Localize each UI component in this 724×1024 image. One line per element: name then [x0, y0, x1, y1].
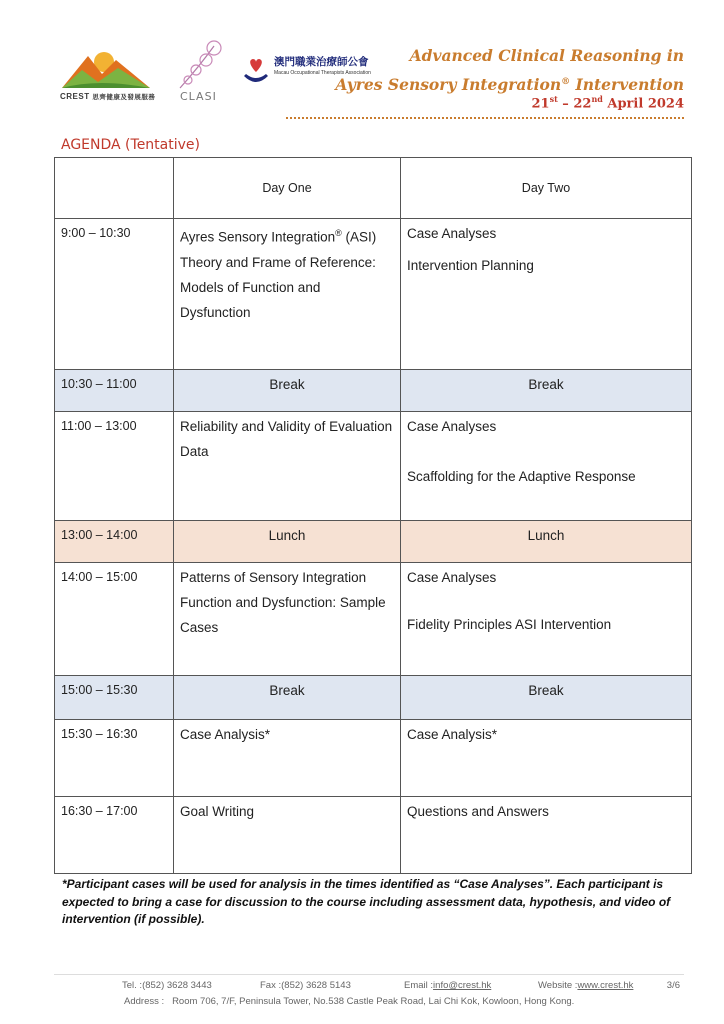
table-row-break — [55, 370, 692, 412]
footer-address: Address : Room 706, 7/F, Peninsula Tower, No.538 Castle Peak Road, Lai Chi Kok, Kowloon, Hong Kong. — [124, 996, 575, 1007]
email-link[interactable]: info@crest.hk — [433, 980, 492, 991]
clasi-logo — [170, 38, 230, 108]
day-one-cell: Ayres Sensory Integration® (ASI) Theory and Frame of Reference: Models of Function and Dysfunction — [174, 219, 401, 370]
time-cell: 16:30 – 17:00 — [55, 797, 174, 874]
flower-logo-icon — [170, 38, 230, 92]
day-one-cell: Case Analysis* — [174, 720, 401, 797]
mota-subtitle: Macau Occupational Therapists Association — [274, 70, 371, 76]
column-header-day-two: Day Two — [401, 158, 692, 219]
day-two-cell: Case Analyses Fidelity Principles ASI Intervention — [401, 563, 692, 676]
course-title-line2: Ayres Sensory Integration® Intervention — [335, 75, 684, 95]
table-row — [55, 219, 692, 370]
footer-contact — [122, 980, 633, 991]
course-date: 21st – 22nd April 2024 — [531, 94, 684, 112]
footer-email: Email :info@crest.hk — [404, 980, 492, 991]
day-two-cell: Lunch — [401, 521, 692, 563]
day-two-cell: Questions and Answers — [401, 797, 692, 874]
day-one-cell: Goal Writing — [174, 797, 401, 874]
mota-name: 澳門職業治療師公會 — [274, 56, 369, 68]
day-one-cell: Reliability and Validity of Evaluation Data — [174, 412, 401, 521]
time-cell: 11:00 – 13:00 — [55, 412, 174, 521]
time-cell: 14:00 – 15:00 — [55, 563, 174, 676]
day-one-cell: Patterns of Sensory Integration Function and Dysfunction: Sample Cases — [174, 563, 401, 676]
day-one-cell: Break — [174, 676, 401, 720]
crest-logo-text: CREST 思齊健康及發展服務 — [60, 92, 156, 101]
time-cell: 10:30 – 11:00 — [55, 370, 174, 412]
day-one-cell: Break — [174, 370, 401, 412]
day-two-cell: Break — [401, 676, 692, 720]
header-divider — [286, 117, 684, 119]
footer-fax: Fax :(852) 3628 5143 — [260, 980, 351, 991]
day-one-cell: Lunch — [174, 521, 401, 563]
footer-divider — [54, 974, 684, 975]
footnote: *Participant cases will be used for analysis in the times identified as “Case Analyses”. Each participant is expected to bring a case for discussion to the course including assessment data, hypothesis, and video of intervention (if possible). — [62, 877, 671, 926]
table-row — [55, 720, 692, 797]
agenda-table — [54, 157, 692, 874]
page-number: 3/6 — [666, 980, 680, 991]
footer-website: Website :www.crest.hk — [538, 980, 634, 991]
day-two-cell: Case Analyses Intervention Planning — [401, 219, 692, 370]
day-two-cell: Case Analyses Scaffolding for the Adaptive Response — [401, 412, 692, 521]
mountain-logo-icon — [58, 44, 158, 92]
day-two-cell: Break — [401, 370, 692, 412]
table-row-lunch — [55, 521, 692, 563]
agenda-heading: AGENDA (Tentative) — [61, 137, 200, 153]
footer-tel: Tel. :(852) 3628 3443 — [122, 980, 212, 991]
column-header-day-one: Day One — [174, 158, 401, 219]
website-link[interactable]: www.crest.hk — [577, 980, 634, 991]
course-title — [335, 43, 684, 98]
time-cell: 15:00 – 15:30 — [55, 676, 174, 720]
hand-heart-logo-icon — [240, 54, 272, 88]
crest-logo — [58, 44, 158, 108]
table-header-row — [55, 158, 692, 219]
day-two-cell: Case Analysis* — [401, 720, 692, 797]
time-cell: 13:00 – 14:00 — [55, 521, 174, 563]
time-cell: 9:00 – 10:30 — [55, 219, 174, 370]
column-header-time — [55, 158, 174, 219]
table-row — [55, 412, 692, 521]
course-title-line1: Advanced Clinical Reasoning in — [409, 46, 684, 65]
table-row — [55, 797, 692, 874]
table-row — [55, 563, 692, 676]
time-cell: 15:30 – 16:30 — [55, 720, 174, 797]
table-row-break — [55, 676, 692, 720]
clasi-logo-text: CLASI — [180, 90, 217, 103]
